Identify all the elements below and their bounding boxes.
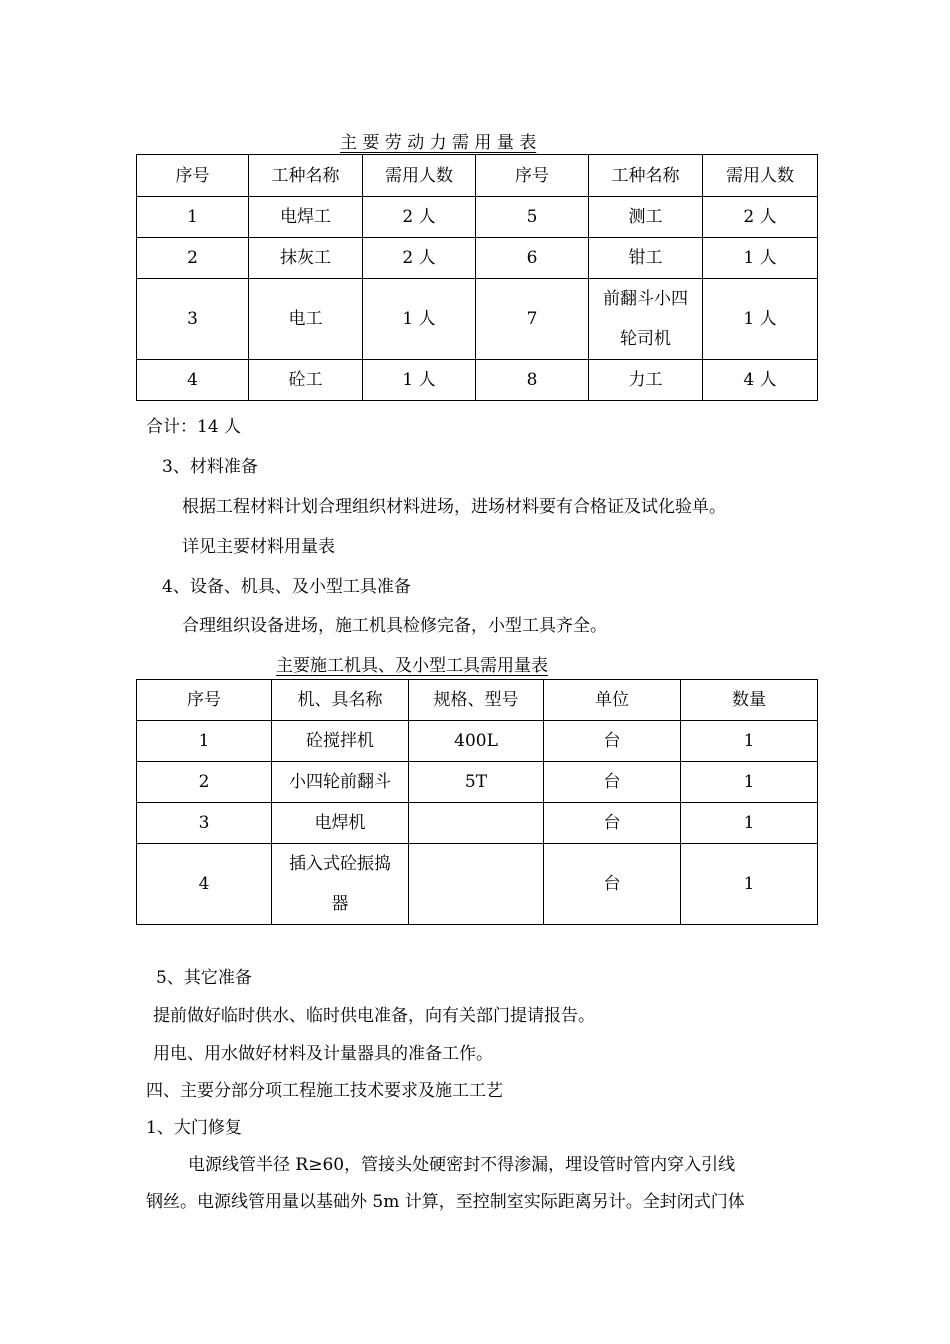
labor-table-title: 主 要 劳 动 力 需 用 量 表 (340, 133, 537, 153)
table-cell-worker-type (589, 279, 703, 360)
table-cell: 砼工 (249, 360, 363, 401)
table-cell: 400L (409, 721, 544, 762)
table-cell: 1 人 (703, 238, 818, 279)
table-cell: 电工 (249, 279, 363, 360)
table-row (137, 279, 818, 360)
table-cell: 台 (544, 844, 681, 925)
table-row (137, 360, 818, 401)
table-cell: 6 (476, 238, 589, 279)
section3-paragraph: 详见主要材料用量表 (182, 537, 335, 557)
header-cell: 需用人数 (363, 155, 476, 197)
table-cell: 4 (137, 844, 272, 925)
table-header-row (137, 680, 818, 721)
cell-line: 插入式砼振捣 (289, 854, 391, 874)
table-cell: 5T (409, 762, 544, 803)
table-cell: 1 (681, 762, 818, 803)
table-cell: 测工 (589, 197, 703, 238)
table-row (137, 721, 818, 762)
table-cell: 力工 (589, 360, 703, 401)
table-cell: 2 (137, 762, 272, 803)
header-cell: 序号 (476, 155, 589, 197)
table-cell: 4 (137, 360, 249, 401)
section3-paragraph: 根据工程材料计划合理组织材料进场，进场材料要有合格证及试化验单。 (182, 497, 726, 517)
header-cell: 工种名称 (249, 155, 363, 197)
header-cell: 数量 (681, 680, 818, 721)
section5-paragraph: 提前做好临时供水、临时供电准备，向有关部门提请报告。 (153, 1006, 595, 1026)
labor-total: 合计：14 人 (146, 417, 242, 437)
section4-paragraph: 合理组织设备进场，施工机具检修完备，小型工具齐全。 (182, 616, 607, 636)
header-cell: 规格、型号 (409, 680, 544, 721)
cell-line: 器 (331, 894, 349, 914)
table-cell: 1 人 (703, 279, 818, 360)
part4-paragraph-line: 电源线管半径 R≥60，管接头处硬密封不得渗漏，埋设管时管内穿入引线 (188, 1155, 736, 1175)
table-header-row (137, 155, 818, 197)
table-cell: 1 (681, 803, 818, 844)
section4-heading: 4、设备、机具、及小型工具准备 (162, 577, 411, 597)
table-cell (409, 844, 544, 925)
labor-table (136, 154, 818, 401)
table-cell: 7 (476, 279, 589, 360)
cell-line: 前翻斗小四 (603, 289, 688, 309)
part4-heading: 四、主要分部分项工程施工技术要求及施工工艺 (146, 1081, 503, 1101)
table-cell: 2 人 (703, 197, 818, 238)
table-cell: 1 (681, 721, 818, 762)
table-cell: 抹灰工 (249, 238, 363, 279)
table-row (137, 238, 818, 279)
section3-heading: 3、材料准备 (162, 457, 258, 477)
table-cell: 台 (544, 762, 681, 803)
table-row (137, 803, 818, 844)
table-cell: 小四轮前翻斗 (272, 762, 409, 803)
table-cell: 1 人 (363, 360, 476, 401)
table-cell: 3 (137, 803, 272, 844)
table-cell (409, 803, 544, 844)
table-cell: 电焊机 (272, 803, 409, 844)
header-cell: 机、具名称 (272, 680, 409, 721)
table-cell: 2 人 (363, 197, 476, 238)
header-cell: 序号 (137, 680, 272, 721)
table-cell: 1 (137, 721, 272, 762)
table-cell: 1 (137, 197, 249, 238)
part4-paragraph-line: 钢丝。电源线管用量以基础外 5m 计算，至控制室实际距离另计。全封闭式门体 (146, 1192, 745, 1212)
table-cell: 3 (137, 279, 249, 360)
table-row (137, 197, 818, 238)
cell-line: 轮司机 (620, 329, 671, 349)
tools-table-title: 主要施工机具、及小型工具需用量表 (276, 656, 548, 676)
section5-paragraph: 用电、用水做好材料及计量器具的准备工作。 (153, 1044, 493, 1064)
table-cell: 电焊工 (249, 197, 363, 238)
table-cell: 2 人 (363, 238, 476, 279)
header-cell: 序号 (137, 155, 249, 197)
table-row (137, 762, 818, 803)
table-cell: 1 (681, 844, 818, 925)
header-cell: 需用人数 (703, 155, 818, 197)
table-row (137, 844, 818, 925)
table-cell: 5 (476, 197, 589, 238)
header-cell: 工种名称 (589, 155, 703, 197)
table-cell: 台 (544, 803, 681, 844)
header-cell: 单位 (544, 680, 681, 721)
tools-table (136, 679, 818, 925)
table-cell: 砼搅拌机 (272, 721, 409, 762)
table-cell: 8 (476, 360, 589, 401)
table-cell: 2 (137, 238, 249, 279)
table-cell: 4 人 (703, 360, 818, 401)
table-cell: 台 (544, 721, 681, 762)
part4-subheading: 1、大门修复 (146, 1118, 242, 1138)
table-cell: 钳工 (589, 238, 703, 279)
table-cell-tool-name (272, 844, 409, 925)
table-cell: 1 人 (363, 279, 476, 360)
section5-heading: 5、其它准备 (156, 968, 252, 988)
